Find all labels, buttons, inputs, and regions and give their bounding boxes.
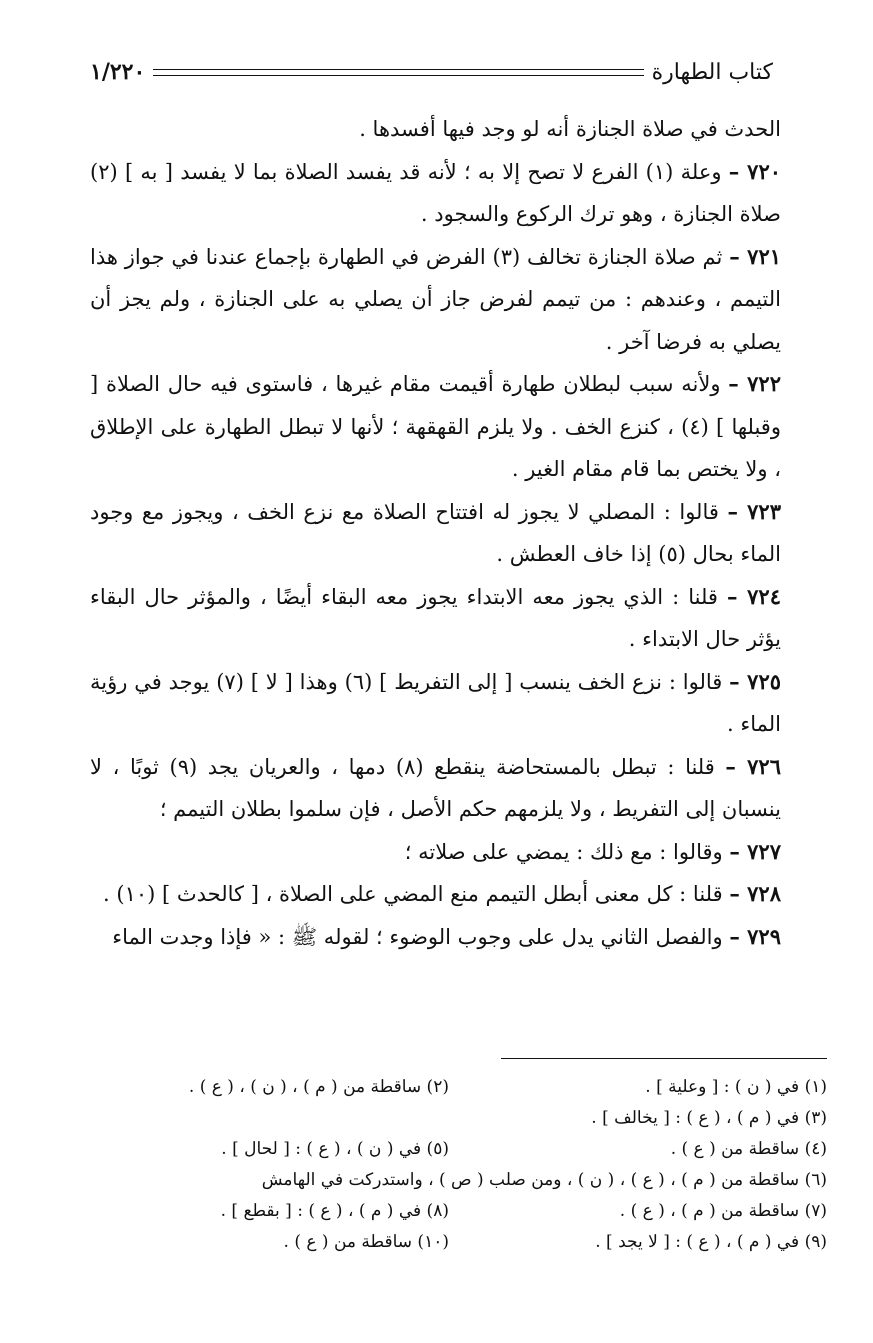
paragraph-text: والفصل الثاني يدل على وجوب الوضوء ؛ لقوله ﷺ : « فإذا وجدت الماء: [112, 924, 730, 949]
footnote: (٦) ساقطة من ( م ) ، ( ع ) ، ( ن ) ، ومن صلب ( ص ) ، واستدركت في الهامش: [261, 1170, 827, 1190]
footnote-row: [100, 1227, 827, 1258]
footnote: (٩) في ( م ) ، ( ع ) : [ لا يجد ] .: [595, 1232, 827, 1252]
paragraph-number: ٧٢١ –: [729, 243, 782, 269]
running-header: [90, 52, 773, 92]
paragraph-number: ٧٢٢ –: [728, 371, 781, 396]
paragraph-number: ٧٢٩ –: [729, 923, 781, 949]
paragraph: [90, 746, 781, 831]
paragraph: [90, 151, 781, 236]
footnote: (٧) ساقطة من ( م ) ، ( ع ) .: [619, 1201, 827, 1221]
footnote-row: [100, 1103, 827, 1134]
paragraph: [90, 576, 781, 661]
footnote-separator: [501, 1058, 827, 1059]
page-number: ١/٢٢٠: [90, 59, 146, 85]
paragraph-text: وقالوا : مع ذلك : يمضي على صلاته ؛: [404, 839, 730, 864]
footnote: (٥) في ( ن ) ، ( ع ) : [ لحال ] .: [221, 1139, 449, 1159]
paragraph-number: ٧٢٣ –: [727, 498, 781, 524]
paragraph: [90, 108, 781, 151]
paragraph: [90, 831, 781, 874]
paragraph: [90, 363, 781, 491]
footnote-row: [100, 1196, 827, 1227]
footnote: (٢) ساقطة من ( م ) ، ( ن ) ، ( ع ) .: [188, 1077, 449, 1097]
footnote: (٤) ساقطة من ( ع ) .: [670, 1139, 827, 1159]
paragraph-text: قلنا : الذي يجوز معه الابتداء يجوز معه البقاء أيضًا ، والمؤثر حال البقاء يؤثر حال الابتداء .: [90, 584, 781, 651]
footnote: (٣) في ( م ) ، ( ع ) : [ يخالف ] .: [591, 1108, 827, 1128]
paragraph-text: وعلة (١) الفرع لا تصح إلا به ؛ لأنه قد يفسد الصلاة بما لا يفسد [ به ] (٢) صلاة الجنازة ، وهو ترك الركوع والسجود .: [90, 159, 781, 226]
paragraph-text: قالوا : نزع الخف ينسب [ إلى التفريط ] (٦) وهذا [ لا ] (٧) يوجد في رؤية الماء .: [90, 669, 781, 736]
footnotes: [100, 1072, 827, 1258]
footnote: (١٠) ساقطة من ( ع ) .: [283, 1232, 449, 1252]
paragraph: [90, 916, 781, 959]
paragraph-number: ٧٢٥ –: [729, 668, 782, 694]
paragraph: [90, 236, 781, 364]
paragraph-number: ٧٢٦ –: [725, 753, 781, 779]
paragraph-text: الحدث في صلاة الجنازة أنه لو وجد فيها أفسدها .: [359, 117, 781, 141]
paragraph-text: قلنا : كل معنى أبطل التيمم منع المضي على الصلاة ، [ كالحدث ] (١٠) .: [103, 882, 730, 906]
paragraph: [90, 661, 781, 746]
paragraph-text: ثم صلاة الجنازة تخالف (٣) الفرض في الطهارة بإجماع عندنا في جواز هذا التيمم ، وعندهم : من تيمم لفرض جاز أن يصلي به على الجنازة ، ولم يجز أن يصلي به فرضا آخر .: [90, 244, 781, 354]
paragraph-number: ٧٢٧ –: [729, 838, 781, 864]
book-title: كتاب الطهارة: [651, 59, 773, 85]
footnote: [100, 1103, 449, 1134]
paragraph: [90, 873, 781, 916]
header-rule: [153, 69, 643, 76]
footnote-row: [100, 1134, 827, 1165]
paragraph-text: قلنا : تبطل بالمستحاضة ينقطع (٨) دمها ، والعريان يجد (٩) ثوبًا ، لا ينسبان إلى التفريط ، ولا يلزمهم حكم الأصل ، فإن سلموا بطلان التيمم ؛: [90, 754, 781, 821]
main-text: [90, 108, 781, 958]
paragraph-number: ٧٢٠ –: [728, 158, 782, 184]
paragraph-text: قالوا : المصلي لا يجوز له افتتاح الصلاة مع نزع الخف ، ويجوز مع وجود الماء بحال (٥) إذا خاف العطش .: [90, 499, 781, 566]
paragraph-number: ٧٢٨ –: [729, 881, 781, 906]
paragraph-text: ولأنه سبب لبطلان طهارة أقيمت مقام غيرها ، فاستوى فيه حال الصلاة [ وقبلها ] (٤) ، كنزع الخف . ولا يلزم القهقهة ؛ لأنها لا تبطل الطهارة على الإطلاق ، ولا يختص بما قام مقام الغير .: [90, 372, 781, 481]
footnote-row: [100, 1072, 827, 1103]
footnote: (١) في ( ن ) : [ وعلية ] .: [645, 1077, 827, 1097]
paragraph: [90, 491, 781, 576]
paragraph-number: ٧٢٤ –: [727, 583, 781, 609]
footnote: (٨) في ( م ) ، ( ع ) : [ بقطع ] .: [220, 1201, 449, 1221]
